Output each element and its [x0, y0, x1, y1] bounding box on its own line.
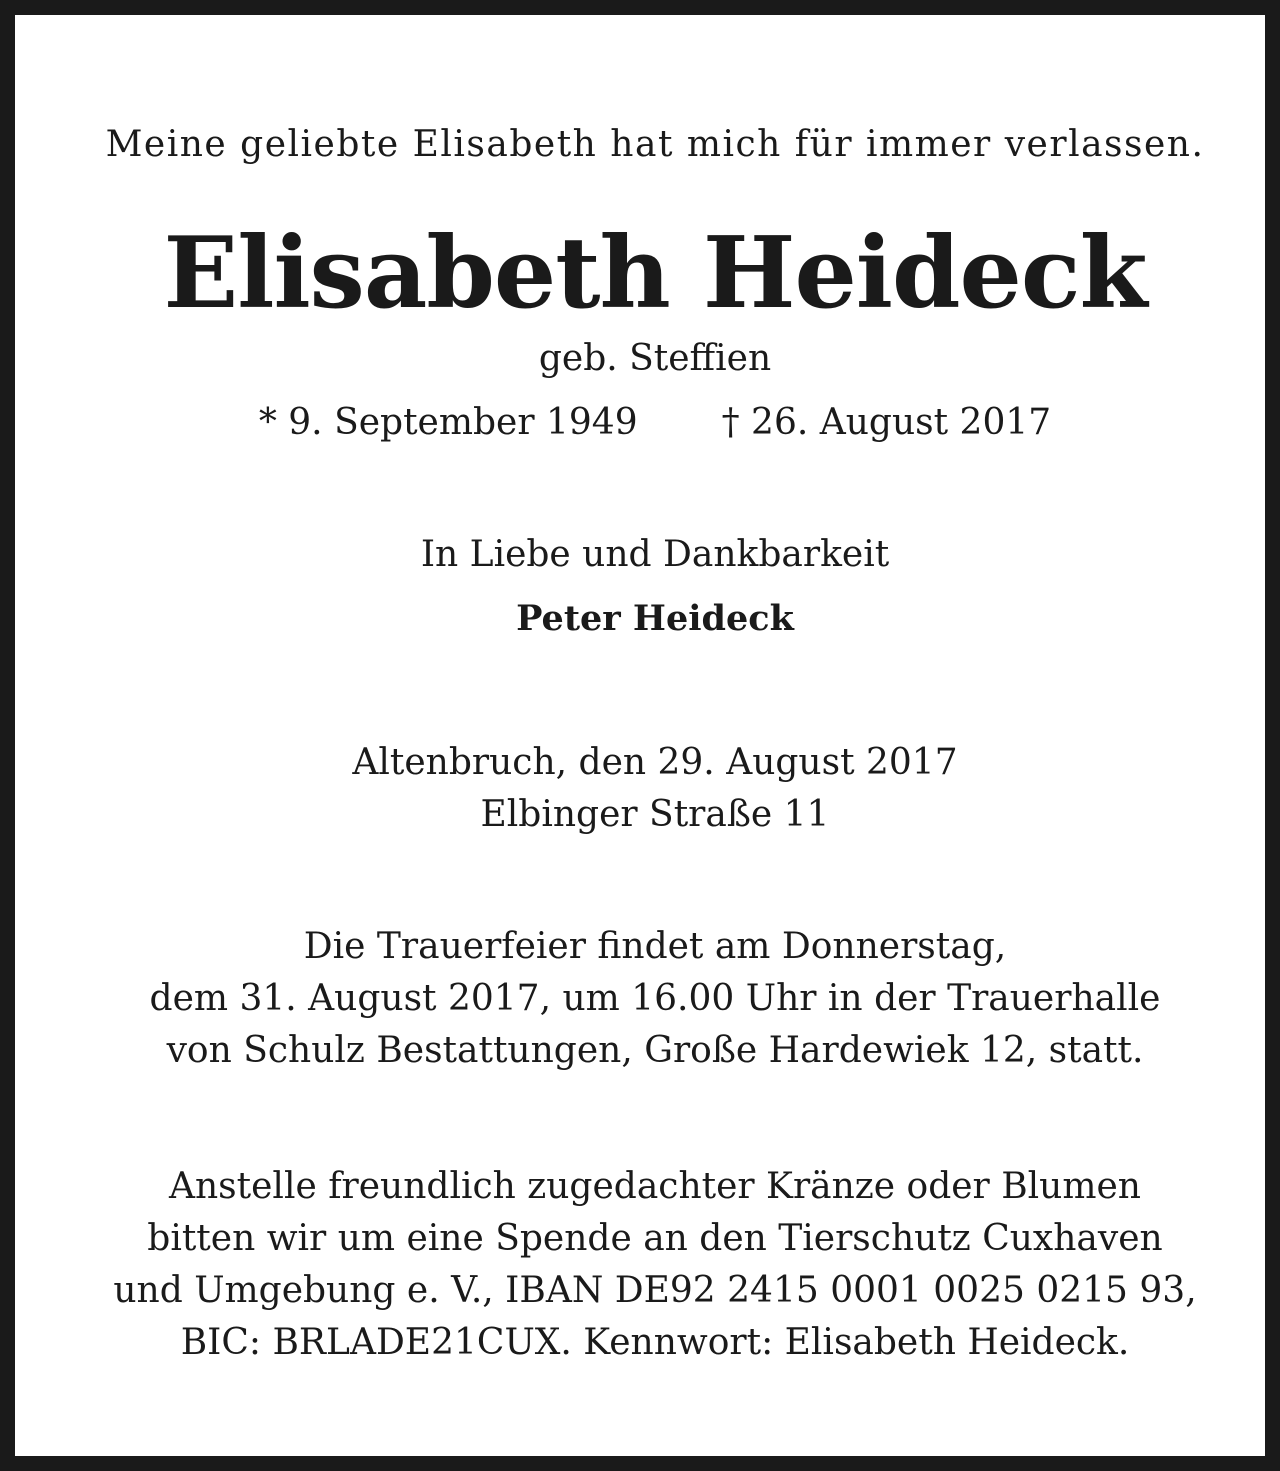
service-line: von Schulz Bestattungen, Große Hardewiek 12, statt.	[166, 1030, 1144, 1071]
place-and-address	[30, 737, 1280, 841]
donation-request	[30, 1161, 1280, 1369]
service-line: dem 31. August 2017, um 16.00 Uhr in der Trauerhalle	[149, 978, 1161, 1019]
place-date: Altenbruch, den 29. August 2017	[352, 742, 958, 783]
closing-phrase: In Liebe und Dankbarkeit	[420, 534, 890, 575]
donation-line: bitten wir um eine Spende an den Tierschutz Cuxhaven	[147, 1218, 1163, 1259]
life-dates	[30, 402, 1280, 443]
maiden-name: geb. Steffien	[538, 338, 772, 379]
deceased-name: Elisabeth Heideck	[163, 216, 1147, 331]
donation-line: Anstelle freundlich zugedachter Kränze oder Blumen	[169, 1166, 1141, 1207]
birth-date: * 9. September 1949	[258, 402, 638, 443]
donation-line: und Umgebung e. V., IBAN DE92 2415 0001 0025 0215 93,	[113, 1270, 1197, 1311]
donation-line: BIC: BRLADE21CUX. Kennwort: Elisabeth Heideck.	[180, 1322, 1130, 1363]
signer-name: Peter Heideck	[516, 598, 794, 639]
intro-text: Meine geliebte Elisabeth hat mich für immer verlassen.	[105, 124, 1205, 165]
funeral-service-info	[30, 921, 1280, 1077]
service-line: Die Trauerfeier findet am Donnerstag,	[303, 926, 1007, 967]
death-date: † 26. August 2017	[721, 402, 1052, 443]
address: Elbinger Straße 11	[480, 794, 830, 835]
